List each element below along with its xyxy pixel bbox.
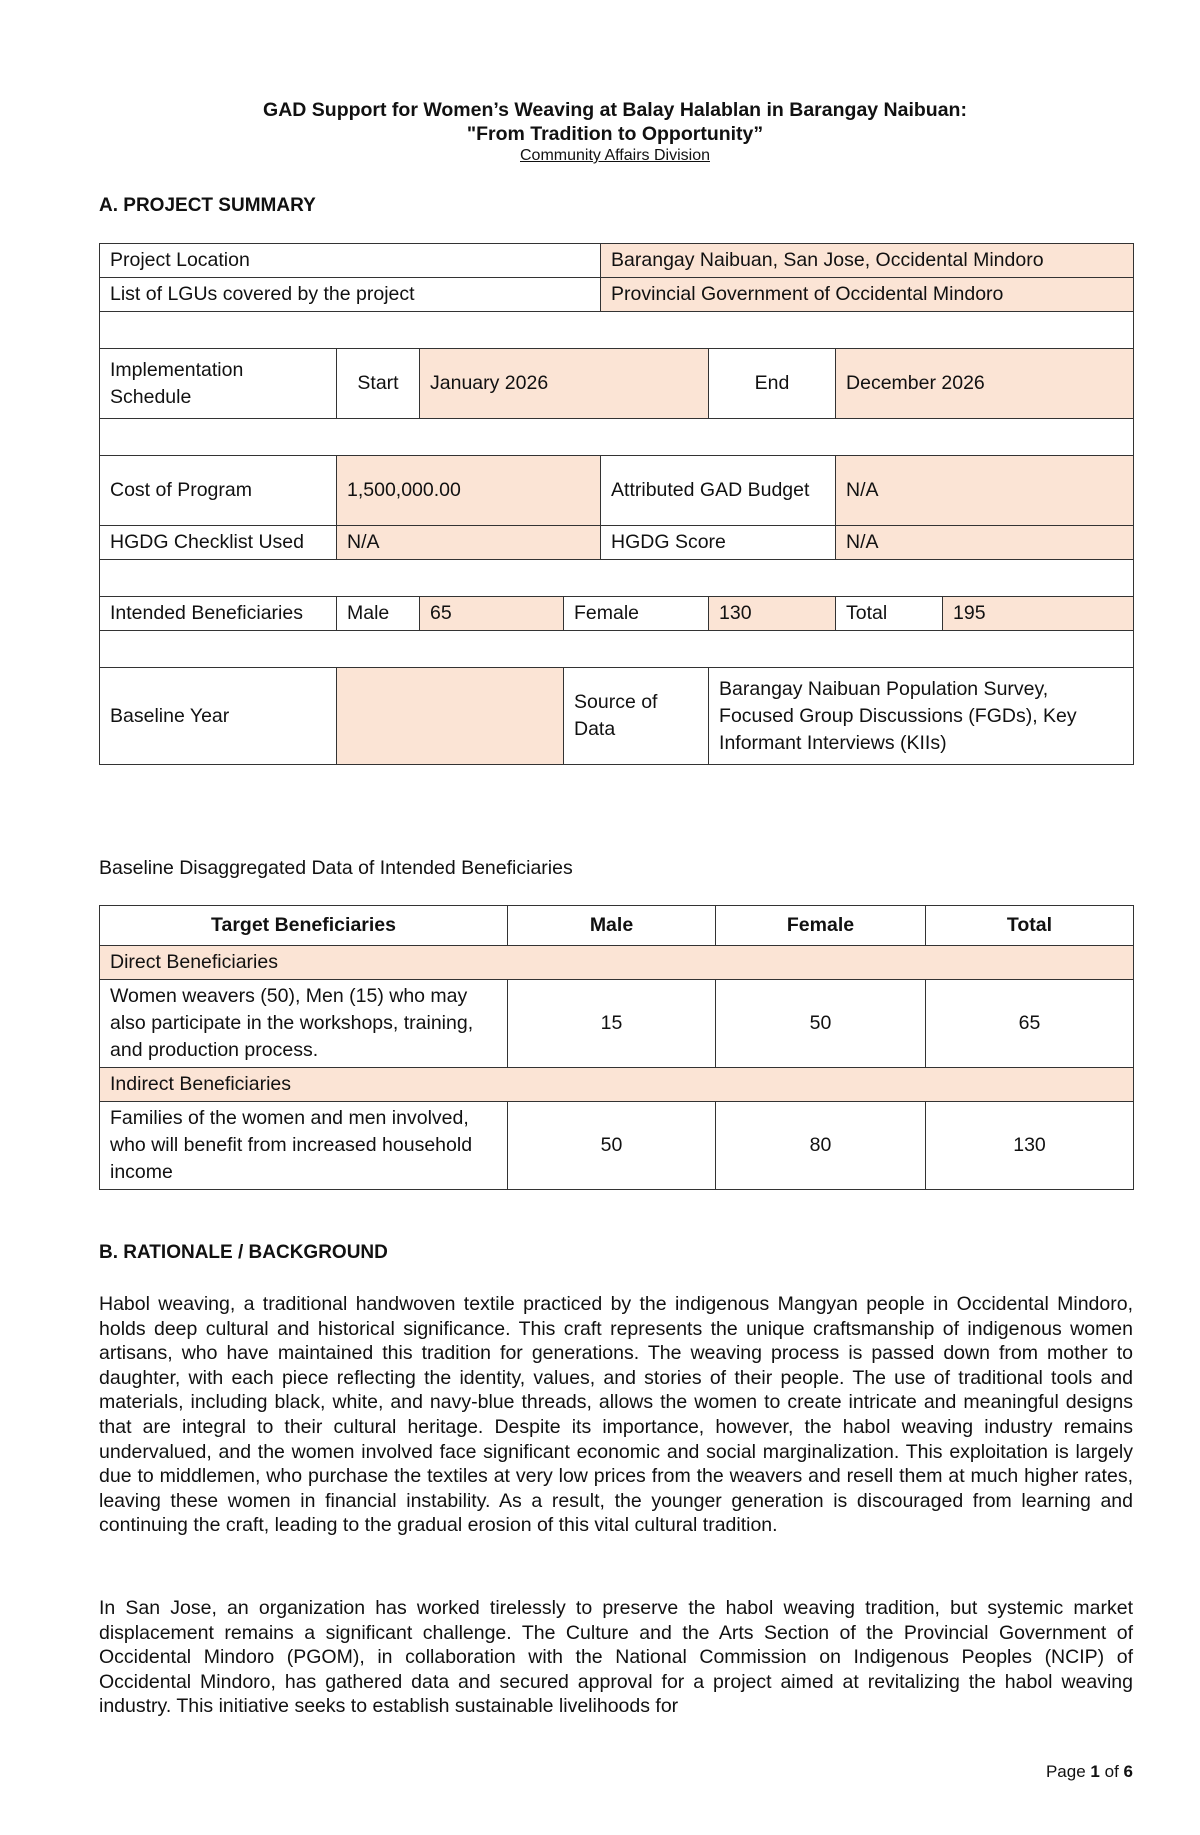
baseline-year-value [337,668,564,765]
direct-total: 65 [926,980,1134,1068]
hgdg-checklist-label: HGDG Checklist Used [100,526,337,560]
project-location-row [100,244,1134,278]
lgus-label: List of LGUs covered by the project [100,278,601,312]
baseline-data-table [99,905,1134,1190]
rationale-paragraph-1: Habol weaving, a traditional handwoven textile practiced by the indigenous Mangyan people in Occidental Mindoro, holds deep cultural and historical significance. This craft represents the unique craftsmanship of indigenous women artisans, who have maintained this tradition for generations. The weaving process is passed down from mother to daughter, with each piece reflecting the identity, values, and stories of their people. The use of traditional tools and materials, including black, white, and navy-blue threads, allows the women to create intricate and meaningful designs that are integral to their cultural heritage. Despite its importance, however, the habol weaving industry remains undervalued, and the women involved face significant economic and social marginalization. This exploitation is largely due to middlemen, who purchase the textiles at very low prices from the weavers and resell them at much higher rates, leaving these women in financial instability. As a result, the younger generation is discouraged from learning and continuing the craft, leading to the gradual erosion of this vital cultural tradition. [99,1293,1133,1537]
beneficiaries-row [100,597,1134,631]
table-row [100,1102,1134,1190]
indirect-female: 80 [716,1102,926,1190]
indirect-male: 50 [508,1102,716,1190]
table-row [100,980,1134,1068]
hgdg-checklist-value: N/A [337,526,601,560]
header-total: Total [926,906,1134,946]
page-footer [1046,1762,1133,1782]
of-word: of [1104,1762,1119,1781]
indirect-group-row [100,1068,1134,1102]
beneficiaries-label: Intended Beneficiaries [100,597,337,631]
header-female: Female [716,906,926,946]
division-name: Community Affairs Division [520,147,710,164]
section-a-heading: A. PROJECT SUMMARY [99,195,316,216]
lgus-value: Provincial Government of Occidental Mindoro [601,278,1134,312]
spacer-row [100,560,1134,597]
hgdg-score-value: N/A [836,526,1134,560]
project-location-label: Project Location [100,244,601,278]
direct-female: 50 [716,980,926,1068]
document-title-line2: "From Tradition to Opportunity” [466,123,764,145]
project-location-value: Barangay Naibuan, San Jose, Occidental Mindoro [601,244,1134,278]
indirect-beneficiaries-label: Indirect Beneficiaries [100,1068,1134,1102]
source-label: Source of Data [564,668,709,765]
hgdg-score-label: HGDG Score [601,526,836,560]
page-total: 6 [1123,1762,1133,1781]
total-value: 195 [943,597,1134,631]
male-label: Male [337,597,420,631]
direct-male: 15 [508,980,716,1068]
baseline-row [100,668,1134,765]
table-header-row [100,906,1134,946]
gad-budget-label: Attributed GAD Budget [601,456,836,526]
lgus-row [100,278,1134,312]
hgdg-row [100,526,1134,560]
direct-group-row [100,946,1134,980]
cost-value: 1,500,000.00 [337,456,601,526]
source-value: Barangay Naibuan Population Survey, Focused Group Discussions (FGDs), Key Informant Interviews (KIIs) [709,668,1134,765]
header-target-beneficiaries: Target Beneficiaries [100,906,508,946]
spacer-row [100,312,1134,349]
spacer-row [100,631,1134,668]
header-male: Male [508,906,716,946]
total-label: Total [836,597,943,631]
cost-row [100,456,1134,526]
document-title-line1: GAD Support for Women’s Weaving at Balay Halablan in Barangay Naibuan: [263,99,967,121]
baseline-caption: Baseline Disaggregated Data of Intended Beneficiaries [99,857,573,879]
direct-description: Women weavers (50), Men (15) who may also participate in the workshops, training, and production process. [100,980,508,1068]
male-value: 65 [420,597,564,631]
schedule-label: Implementation Schedule [100,349,337,419]
start-value: January 2026 [420,349,709,419]
section-b-heading: B. RATIONALE / BACKGROUND [99,1242,388,1263]
cost-label: Cost of Program [100,456,337,526]
baseline-year-label: Baseline Year [100,668,337,765]
female-value: 130 [709,597,836,631]
gad-budget-value: N/A [836,456,1134,526]
document-header [0,98,1200,166]
project-summary-table [99,243,1134,765]
end-value: December 2026 [836,349,1134,419]
page-word: Page [1045,1762,1086,1781]
end-label: End [709,349,836,419]
indirect-total: 130 [926,1102,1134,1190]
direct-beneficiaries-label: Direct Beneficiaries [100,946,1134,980]
rationale-paragraph-2: In San Jose, an organization has worked tirelessly to preserve the habol weaving tradition, but systemic market displacement remains a significant challenge. The Culture and the Arts Section of the Provincial Government of Occidental Mindoro (PGOM), in collaboration with the National Commission on Indigenous Peoples (NCIP) of Occidental Mindoro, has gathered data and secured approval for a project aimed at revitalizing the habol weaving industry. This initiative seeks to establish sustainable livelihoods for [99,1597,1133,1718]
female-label: Female [564,597,709,631]
page-number: 1 [1090,1762,1100,1781]
indirect-description: Families of the women and men involved, who will benefit from increased household income [100,1102,508,1190]
start-label: Start [337,349,420,419]
schedule-row [100,349,1134,419]
spacer-row [100,419,1134,456]
